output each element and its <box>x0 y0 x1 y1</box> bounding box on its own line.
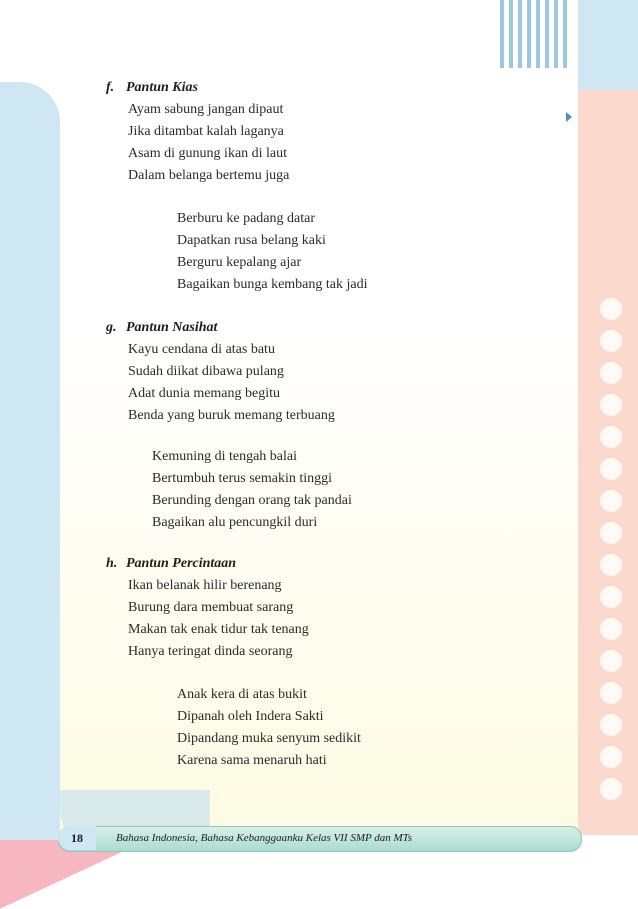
poem-line: Sudah diikat dibawa pulang <box>128 364 284 379</box>
section-title: Pantun Nasihat <box>126 320 218 335</box>
poem-line: Berburu ke padang datar <box>177 211 315 226</box>
poem-line: Makan tak enak tidur tak tenang <box>128 622 309 637</box>
section-title: Pantun Percintaan <box>126 556 237 571</box>
section-label: g. <box>106 320 117 335</box>
poem-line: Berguru kepalang ajar <box>177 255 302 270</box>
section-heading <box>106 556 236 572</box>
poem-line: Benda yang buruk memang terbuang <box>128 408 335 423</box>
poem-line: Dapatkan rusa belang kaki <box>177 233 326 248</box>
poem-line: Dipandang muka senyum sedikit <box>177 731 361 746</box>
binder-hole-icon <box>600 778 622 800</box>
section-label: f. <box>106 80 115 95</box>
poem-line: Bertumbuh terus semakin tinggi <box>152 471 333 486</box>
binder-hole-icon <box>600 394 622 416</box>
section-heading <box>106 80 198 96</box>
poem-line: Asam di gunung ikan di laut <box>128 146 288 161</box>
poem-line: Kemuning di tengah balai <box>152 449 298 464</box>
right-decor-panel <box>578 0 638 835</box>
poem-line: Ayam sabung jangan dipaut <box>128 102 284 117</box>
arrow-marker-icon <box>566 112 572 122</box>
binder-hole-icon <box>600 426 622 448</box>
left-decor-bar <box>0 82 60 842</box>
binder-hole-icon <box>600 618 622 640</box>
binder-hole-icon <box>600 298 622 320</box>
binder-hole-icon <box>600 330 622 352</box>
book-title: Bahasa Indonesia, Bahasa Kebanggaanku Kelas VII SMP dan MTs <box>116 832 413 844</box>
page-number: 18 <box>58 826 96 850</box>
section-heading <box>106 320 217 336</box>
poem-line: Jika ditambat kalah laganya <box>128 124 284 139</box>
poem-line: Adat dunia memang begitu <box>128 386 281 401</box>
binder-hole-icon <box>600 746 622 768</box>
poem-line: Dipanah oleh Indera Sakti <box>177 709 324 724</box>
poem-line: Karena sama menaruh hati <box>177 753 327 768</box>
binder-hole-icon <box>600 714 622 736</box>
stripe-decor <box>500 0 572 68</box>
binder-hole-icon <box>600 650 622 672</box>
binder-hole-icon <box>600 522 622 544</box>
poem-line: Kayu cendana di atas batu <box>128 342 275 357</box>
poem-line: Burung dara membuat sarang <box>128 600 294 615</box>
poem-line: Hanya teringat dinda seorang <box>128 644 293 659</box>
binder-hole-icon <box>600 554 622 576</box>
binder-hole-icon <box>600 586 622 608</box>
section-title: Pantun Kias <box>126 80 198 95</box>
poem-line: Ikan belanak hilir berenang <box>128 578 282 593</box>
binder-hole-icon <box>600 362 622 384</box>
poem-line: Anak kera di atas bukit <box>177 687 307 702</box>
binder-hole-icon <box>600 458 622 480</box>
section-label: h. <box>106 556 118 571</box>
binder-hole-icon <box>600 682 622 704</box>
poem-line: Bagaikan bunga kembang tak jadi <box>177 277 368 292</box>
binder-hole-icon <box>600 490 622 512</box>
poem-line: Bagaikan alu pencungkil duri <box>152 515 318 530</box>
right-decor-top <box>578 0 638 90</box>
poem-line: Dalam belanga bertemu juga <box>128 168 290 183</box>
poem-line: Berunding dengan orang tak pandai <box>152 493 352 508</box>
